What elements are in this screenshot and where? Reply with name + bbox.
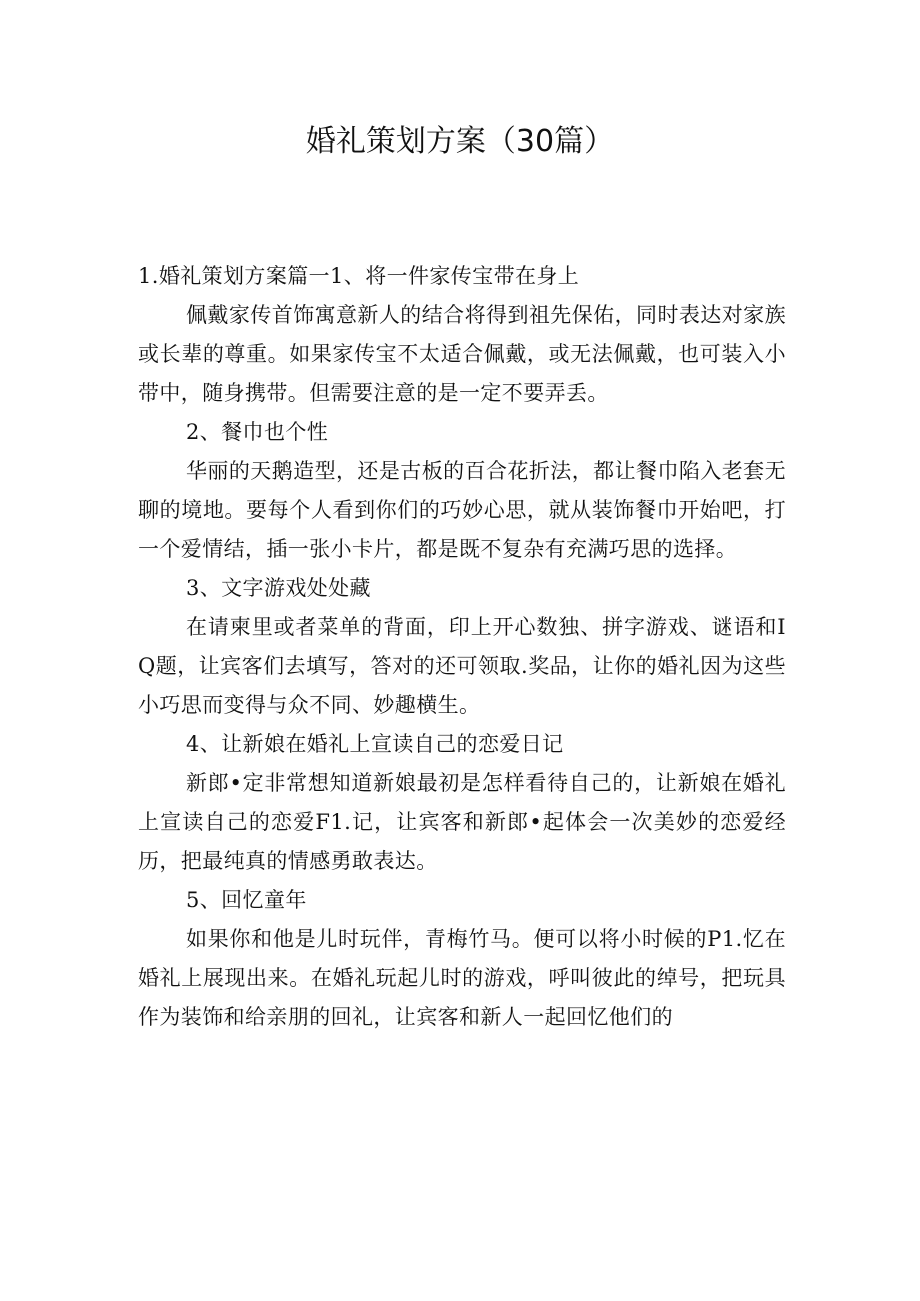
document-body [138,257,786,1037]
paragraph-3: 在请柬里或者菜单的背面，印上开心数独、拼字游戏、谜语和IQ题，让宾客们去填写，答对的还可领取.奖品，让你的婚礼因为这些小巧思而变得与众不同、妙趣横生。 [138,615,786,717]
paragraph-5: 如果你和他是儿时玩伴，青梅竹马。便可以将小时候的P1.忆在婚礼上展现出来。在婚礼玩起儿时的游戏，呼叫彼此的绰号，把玩具作为装饰和给亲朋的回礼，让宾客和新人一起回忆他们的 [138,927,786,1029]
section-heading-4: 4、让新娘在婚礼上宣读自己的恋爱日记 [186,732,564,756]
section-heading-3: 3、文字游戏处处藏 [186,576,371,600]
section-heading-1: 1.婚礼策划方案篇一1、将一件家传宝带在身上 [138,264,580,288]
paragraph-4: 新郎•定非常想知道新娘最初是怎样看待自己的，让新娘在婚礼上宣读自己的恋爱F1.记，让宾客和新郎•起体会一次美妙的恋爱经历，把最纯真的情感勇敢表达。 [138,771,786,873]
paragraph-2: 华丽的天鹅造型，还是古板的百合花折法，都让餐巾陷入老套无聊的境地。要每个人看到你们的巧妙心思，就从装饰餐巾开始吧，打一个爱情结，插一张小卡片，都是既不复杂有充满巧思的选择。 [138,459,786,561]
section-heading-2: 2、餐巾也个性 [186,420,329,444]
section-heading-5: 5、回忆童年 [186,888,307,912]
paragraph-1: 佩戴家传首饰寓意新人的结合将得到祖先保佑，同时表达对家族或长辈的尊重。如果家传宝不太适合佩戴，或无法佩戴，也可装入小带中，随身携带。但需要注意的是一定不要弄丢。 [138,303,786,405]
document-title: 婚礼策划方案（30篇） [305,124,615,159]
